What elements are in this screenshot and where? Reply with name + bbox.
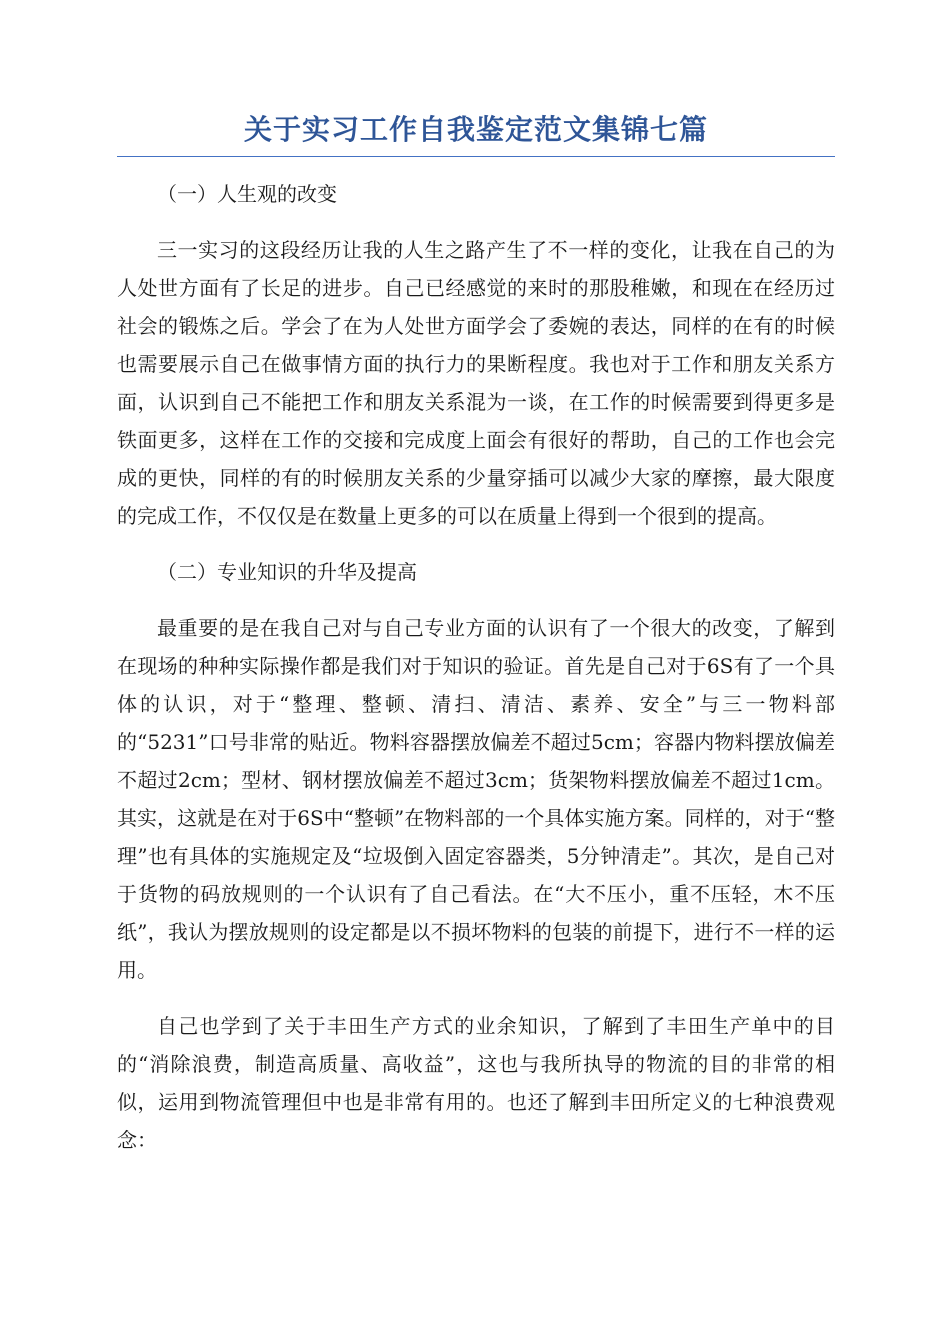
title-underline: [117, 156, 835, 157]
section-2-paragraph-2: 自己也学到了关于丰田生产方式的业余知识，了解到了丰田生产单中的目的“消除浪费，制造高质量、高收益”，这也与我所执导的物流的目的非常的相似，运用到物流管理但中也是非常有用的。也还了解到丰田所定义的七种浪费观念：: [117, 1014, 835, 1152]
document-title: 关于实习工作自我鉴定范文集锦七篇: [243, 113, 708, 146]
document-page: [117, 108, 835, 1159]
section-2-paragraph-1: 最重要的是在我自己对与自己专业方面的认识有了一个很大的改变，了解到在现场的种种实际操作都是我们对于知识的验证。首先是自己对于6S有了一个具体的认识，对于“整理、整顿、清扫、清洁、素养、安全”与三一物料部的“5231”口号非常的贴近。物料容器摆放偏差不超过5cm；容器内物料摆放偏差不超过2cm；型材、钢材摆放偏差不超过3cm；货架物料摆放偏差不超过1cm。其实，这就是在对于6S中“整顿”在物料部的一个具体实施方案。同样的，对于“整理”也有具体的实施规定及“垃圾倒入固定容器类，5分钟清走”。其次，是自己对于货物的码放规则的一个认识有了自己看法。在“大不压小，重不压轻，木不压纸”，我认为摆放规则的设定都是以不损坏物料的包装的前提下，进行不一样的运用。: [117, 616, 835, 982]
section-1-paragraph: 三一实习的这段经历让我的人生之路产生了不一样的变化，让我在自己的为人处世方面有了长足的进步。自己已经感觉的来时的那股稚嫩，和现在在经历过社会的锻炼之后。学会了在为人处世方面学会了委婉的表达，同样的在有的时候也需要展示自己在做事情方面的执行力的果断程度。我也对于工作和朋友关系方面，认识到自己不能把工作和朋友关系混为一谈，在工作的时候需要到得更多是铁面更多，这样在工作的交接和完成度上面会有很好的帮助，自己的工作也会完成的更快，同样的有的时候朋友关系的少量穿插可以减少大家的摩擦，最大限度的完成工作，不仅仅是在数量上更多的可以在质量上得到一个很到的提高。: [117, 238, 835, 528]
section-heading-2: （二）专业知识的升华及提高: [157, 560, 417, 584]
section-heading-1: （一）人生观的改变: [157, 182, 337, 206]
